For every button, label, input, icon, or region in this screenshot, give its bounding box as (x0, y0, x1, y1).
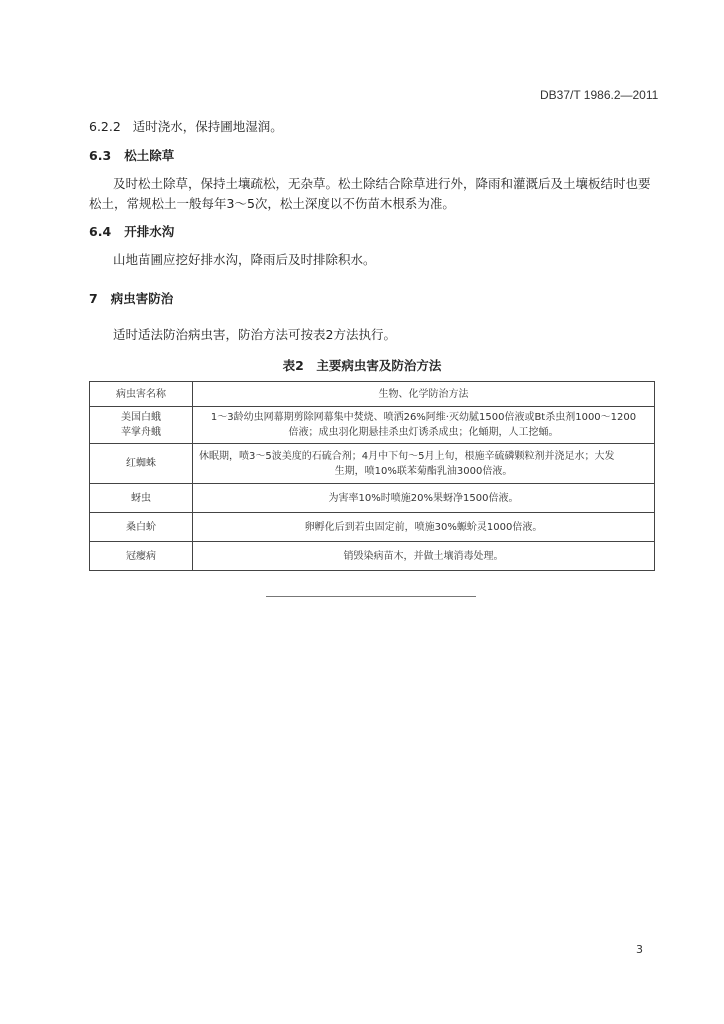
table-row (90, 484, 655, 513)
pest-name: 桑白蚧 (90, 513, 193, 542)
pest-name: 美国白蛾 (121, 412, 161, 423)
heading-number: 6.4 (89, 224, 112, 239)
table-row (90, 444, 655, 484)
heading-title: 病虫害防治 (110, 291, 174, 306)
paragraph-line: 山地苗圃应挖好排水沟，降雨后及时排除积水。 (113, 252, 376, 267)
pest-name: 红蜘蛛 (90, 444, 193, 484)
pest-name: 苹掌舟蛾 (121, 427, 161, 438)
column-header: 病虫害名称 (90, 382, 193, 407)
table-title: 表2 主要病虫害及防治方法 (282, 358, 442, 373)
method-text: 休眠期，喷3～5波美度的石硫合剂；4月中下旬～5月上旬，根施辛硫磷颗粒剂并浇足水；大发 (199, 450, 615, 462)
method-text: 生期，喷10%联苯菊酯乳油3000倍液。 (334, 465, 513, 477)
heading-7 (89, 291, 173, 307)
clause-6-2-2 (89, 119, 283, 135)
heading-6-4 (89, 224, 174, 240)
method-cell (193, 444, 655, 484)
method-text: 倍液；成虫羽化期悬挂杀虫灯诱杀成虫；化蛹期，人工挖蛹。 (288, 427, 559, 438)
paragraph-line: 适时适法防治病虫害，防治方法可按表2方法执行。 (113, 327, 396, 342)
pest-name-cell (90, 407, 193, 444)
method-text: 为害率10%时喷施20%果蚜净1500倍液。 (193, 484, 655, 513)
paragraph-line: 及时松土除草，保持土壤疏松，无杂草。松土除结合除草进行外，降雨和灌溉后及土壤板结时也要 (113, 176, 651, 191)
heading-title: 松土除草 (124, 148, 175, 163)
pest-control-table (89, 381, 655, 571)
clause-number: 6.2.2 (89, 119, 121, 134)
heading-number: 7 (89, 291, 98, 306)
method-text: 卵孵化后到若虫固定前，喷施30%螈蚧灵1000倍液。 (193, 513, 655, 542)
document-code: DB37/T 1986.2—2011 (540, 88, 659, 102)
method-cell (193, 407, 655, 444)
paragraph-line: 松土，常规松土一般每年3～5次，松土深度以不伤苗木根系为准。 (89, 196, 455, 211)
clause-text: 适时浇水，保持圃地湿润。 (132, 119, 283, 134)
table-header-row (90, 382, 655, 407)
page-number: 3 (636, 943, 643, 956)
heading-number: 6.3 (89, 148, 112, 163)
table-row (90, 407, 655, 444)
method-text: 销毁染病苗木，并做土壤消毒处理。 (193, 542, 655, 571)
heading-6-3 (89, 148, 174, 164)
table-row (90, 513, 655, 542)
pest-name: 蚜虫 (90, 484, 193, 513)
heading-title: 开排水沟 (124, 224, 175, 239)
table-row (90, 542, 655, 571)
pest-name: 冠瘿病 (90, 542, 193, 571)
column-header: 生物、化学防治方法 (193, 382, 655, 407)
method-text: 1～3龄幼虫网幕期剪除网幕集中焚烧、喷洒26%阿维·灭幼脦1500倍液或Bt杀虫剂1000～1200 (210, 412, 637, 423)
end-divider (266, 596, 476, 597)
